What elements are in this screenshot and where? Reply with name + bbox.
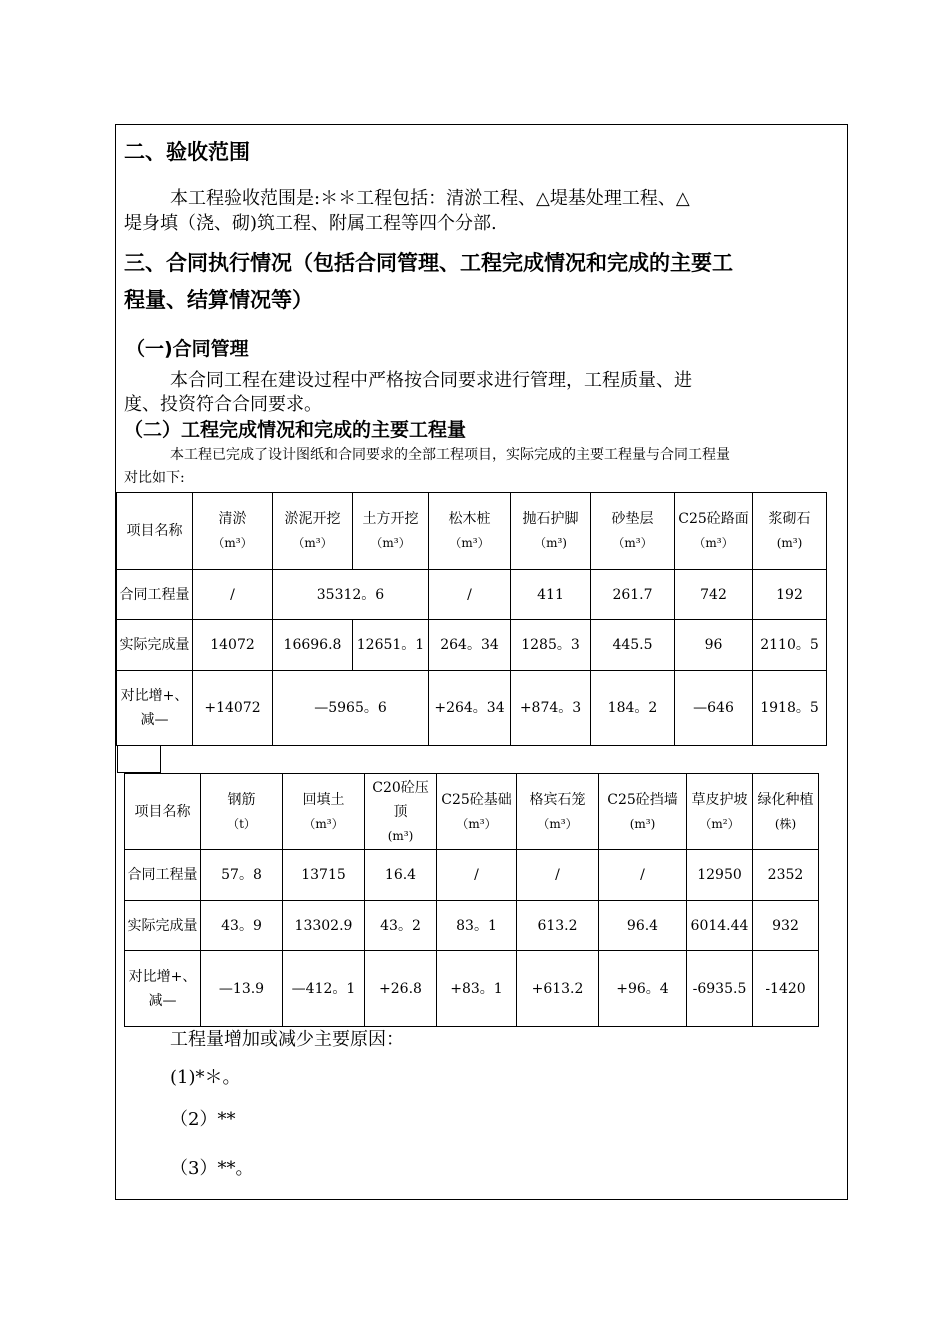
table2-contract-row [125,850,819,901]
table-cell: 2352 [753,850,819,901]
table1-header-row [117,493,827,570]
row-label: 实际完成量 [125,901,201,951]
table-cell: / [599,850,687,901]
table1-header-cell [273,493,353,570]
table-cell: 445.5 [591,620,675,671]
table2-header-cell [437,774,517,850]
table-cell: +14072 [193,671,273,746]
header-name: 项目名称 [126,523,183,539]
header-name: 格宾石笼 [529,791,586,808]
table-cell: / [193,570,273,620]
reason-item-2: （2）** [170,1109,236,1130]
quantity-table-2 [124,773,819,1027]
header-unit: （m²） [699,816,740,831]
section3-heading-line2: 程量、结算情况等） [124,288,313,312]
table-cell: 35312。6 [273,570,429,620]
table1-header-cell [675,493,753,570]
header-name: 砂垫层 [611,511,654,527]
table-cell: / [429,570,511,620]
header-name: C25砼基础 [441,791,512,808]
table-cell: 192 [753,570,827,620]
table-cell: 12950 [687,850,753,901]
header-name: C25砼挡墙 [607,791,678,808]
section2-body-line1: 本工程验收范围是:＊＊工程包括：清淤工程、△堤基处理工程、△ [170,188,690,209]
table1-header-cell [117,493,193,570]
sub1-body-line2: 度、投资符合合同要求。 [124,394,322,415]
table2-header-cell [125,774,201,850]
table-cell: 742 [675,570,753,620]
table2-actual-row [125,901,819,951]
table-cell: 57。8 [201,850,283,901]
table-cell: 16.4 [365,850,437,901]
header-name: 绿化种植 [757,791,814,808]
header-unit: (株) [774,816,797,831]
header-name: C20砼压顶 [372,779,429,820]
table-cell: —5965。6 [273,671,429,746]
row-label: 对比增+、减— [117,671,193,746]
table-cell: —646 [675,671,753,746]
table-cell: -1420 [753,951,819,1027]
table-cell: —13.9 [201,951,283,1027]
table-cell: +26.8 [365,951,437,1027]
header-unit: （m³） [212,536,253,550]
header-name: 回填土 [302,791,345,808]
table2-header-cell [687,774,753,850]
header-name: C25砼路面 [678,511,749,527]
table-cell: 16696.8 [273,620,353,671]
table1-diff-row [117,671,827,746]
table2-header-row [125,774,819,850]
header-name: 浆砌石 [768,511,811,527]
header-name: 松木桩 [448,511,491,527]
table-cell: 261.7 [591,570,675,620]
sub2-intro-line1: 本工程已完成了设计图纸和合同要求的全部工程项目，实际完成的主要工程量与合同工程量 [170,447,730,463]
table-cell: +96。4 [599,951,687,1027]
table-cell: / [517,850,599,901]
header-unit: （m³） [303,816,344,831]
table-gap-cell [117,745,161,773]
table-cell: 83。1 [437,901,517,951]
header-unit: （m³） [537,816,578,831]
section2-heading: 二、验收范围 [124,140,250,164]
table-cell: 6014.44 [687,901,753,951]
header-unit: （m³） [449,536,490,550]
table-cell: +83。1 [437,951,517,1027]
header-unit: （m³） [292,536,333,550]
table-cell: 1918。5 [753,671,827,746]
table-cell: 1285。3 [511,620,591,671]
table2-header-cell [365,774,437,850]
sub1-heading: （一)合同管理 [126,338,249,360]
header-unit: (m³) [629,816,656,831]
header-name: 草皮护坡 [691,791,748,808]
table-cell: +264。34 [429,671,511,746]
table-cell: 43。2 [365,901,437,951]
section2-body-line2: 堤身填（浇、砌)筑工程、附属工程等四个分部. [124,213,497,234]
table-cell: +874。3 [511,671,591,746]
header-name: 清淤 [218,511,247,527]
header-name: 淤泥开挖 [284,511,341,527]
table-cell: 264。34 [429,620,511,671]
table-cell: 411 [511,570,591,620]
table2-header-cell [517,774,599,850]
quantity-table-1 [116,492,827,746]
reason-item-1: (1)*＊。 [170,1067,241,1088]
row-label: 合同工程量 [125,850,201,901]
table-cell: 932 [753,901,819,951]
header-name: 钢筋 [227,791,256,808]
table-cell: 2110。5 [753,620,827,671]
table1-header-cell [193,493,273,570]
table1-header-cell [429,493,511,570]
row-label: 合同工程量 [117,570,193,620]
header-unit: （t） [227,816,256,831]
table2-header-cell [599,774,687,850]
table2-diff-row [125,951,819,1027]
reasons-title: 工程量增加或减少主要原因： [170,1029,404,1050]
header-unit: （m³) [534,536,567,550]
sub2-intro-line2: 对比如下: [124,470,185,486]
table-cell: 43。9 [201,901,283,951]
table-cell: / [437,850,517,901]
table-cell: -6935.5 [687,951,753,1027]
sub2-heading: （二）工程完成情况和完成的主要工程量 [124,419,467,441]
table1-header-cell [511,493,591,570]
table2-header-cell [753,774,819,850]
header-name: 抛石护脚 [522,511,579,527]
header-name: 项目名称 [134,803,191,820]
table1-contract-row [117,570,827,620]
table1-header-cell [753,493,827,570]
table2-header-cell [201,774,283,850]
table2-header-cell [283,774,365,850]
table-cell: 96.4 [599,901,687,951]
row-label: 实际完成量 [117,620,193,671]
row-label: 对比增+、减— [125,951,201,1027]
table-cell: 184。2 [591,671,675,746]
header-unit: （m³） [612,536,653,550]
table1-actual-row [117,620,827,671]
header-unit: (m³) [776,536,803,550]
table-cell: 96 [675,620,753,671]
table-cell: 12651。1 [353,620,429,671]
header-unit: （m³） [693,536,734,550]
sub1-body-line1: 本合同工程在建设过程中严格按合同要求进行管理，工程质量、进 [170,370,692,391]
table-cell: 613.2 [517,901,599,951]
header-unit: （m³） [456,816,497,831]
header-unit: (m³) [387,828,414,843]
header-unit: （m³） [370,536,411,550]
reason-item-3: （3）**。 [170,1158,254,1179]
table-cell: 13302.9 [283,901,365,951]
section3-heading-line1: 三、合同执行情况（包括合同管理、工程完成情况和完成的主要工 [124,251,733,275]
table1-header-cell [353,493,429,570]
table-cell: —412。1 [283,951,365,1027]
table1-header-cell [591,493,675,570]
table-cell: 14072 [193,620,273,671]
table-cell: +613.2 [517,951,599,1027]
table-cell: 13715 [283,850,365,901]
header-name: 土方开挖 [362,511,419,527]
